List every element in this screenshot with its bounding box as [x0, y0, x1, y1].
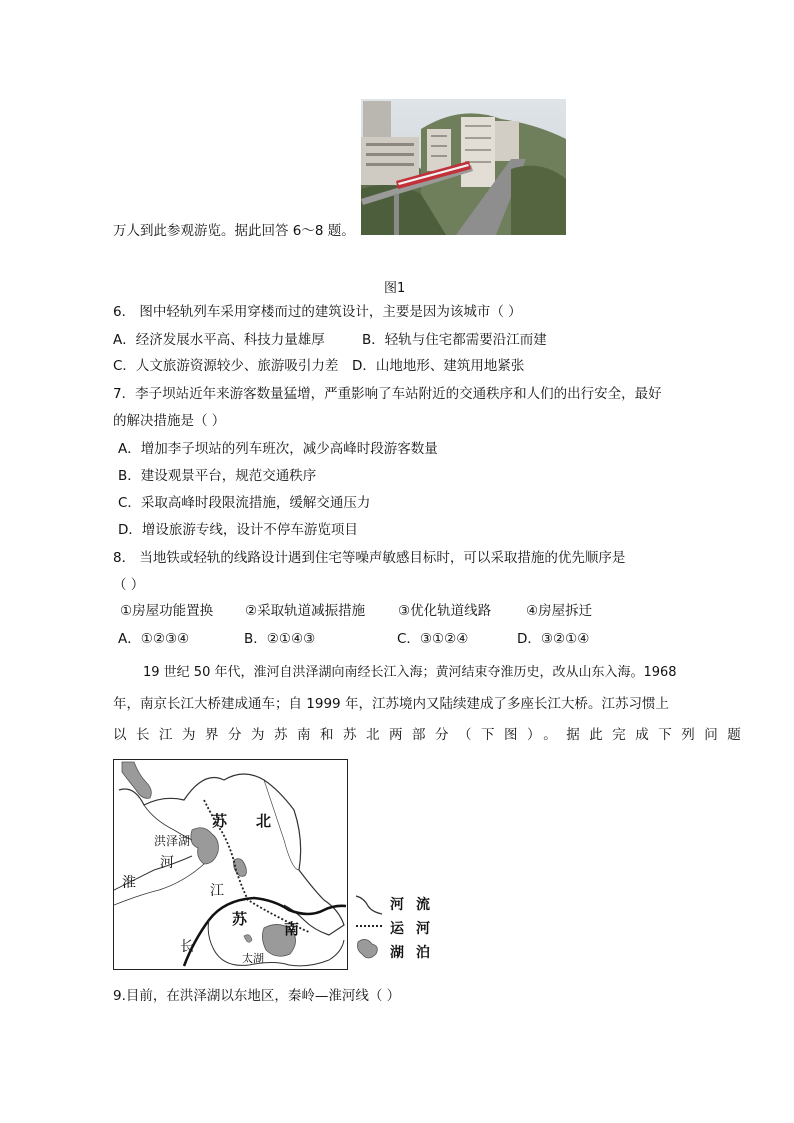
- passage-line1: 19 世纪 50 年代，淮河自洪泽湖向南经长江入海；黄河结束夺淮历史，改从山东入海。1968: [143, 665, 677, 680]
- river-legend-icon: [356, 896, 382, 914]
- q6-option-b: B．轻轨与住宅都需要沿江而建: [362, 332, 547, 348]
- q7-option-c: C．采取高峰时段限流措施，缓解交通压力: [118, 495, 371, 511]
- label-su-bei-1: 苏: [212, 812, 228, 830]
- q8-item-3: ③优化轨道线路: [398, 603, 492, 619]
- label-su-nan-1: 苏: [232, 910, 248, 928]
- label-su-bei-2: 北: [256, 812, 272, 830]
- q6-option-a: A．经济发展水平高、科技力量雄厚: [113, 332, 325, 348]
- legend-lake: 湖泊: [390, 945, 442, 961]
- q6-option-c: C．人文旅游资源较少、旅游吸引力差: [113, 358, 339, 374]
- lake-legend-icon: [358, 939, 378, 958]
- light-rail-photo: [361, 99, 566, 235]
- q8-item-2: ②采取轨道减振措施: [245, 603, 366, 619]
- label-taihu: 太湖: [242, 952, 264, 965]
- legend-canal: 运河: [390, 921, 442, 937]
- figure-caption: 图1: [384, 281, 406, 296]
- label-huai: 淮: [122, 875, 136, 891]
- label-su-nan-2: 南: [284, 920, 300, 938]
- q7-stem-line1: 7．李子坝站近年来游客数量猛增，严重影响了车站附近的交通秩序和人们的出行安全，最好: [113, 386, 662, 402]
- label-chang: 长: [180, 939, 194, 955]
- q8-option-d: D．③②①④: [517, 631, 590, 647]
- jiangsu-map: [113, 759, 348, 970]
- hongze-lake: [191, 828, 219, 864]
- q7-option-b: B．建设观景平台，规范交通秩序: [118, 468, 317, 484]
- q8-option-c: C．③①②④: [397, 631, 469, 647]
- q8-stem-line2: （ ）: [113, 577, 145, 593]
- label-jiang: 江: [210, 883, 224, 899]
- q7-option-d: D．增设旅游专线，设计不停车游览项目: [118, 522, 358, 538]
- label-he: 河: [160, 855, 174, 871]
- legend-river: 河流: [390, 897, 442, 913]
- q8-option-a: A．①②③④: [118, 631, 190, 647]
- q6-stem: 6． 图中轻轨列车采用穿楼而过的建筑设计，主要是因为该城市（ ）: [113, 304, 522, 320]
- label-hongze: 洪泽湖: [154, 834, 191, 848]
- passage-line2: 年，南京长江大桥建成通车；自 1999 年，江苏境内又陆续建成了多座长江大桥。江苏习惯上: [113, 696, 669, 712]
- q6-option-d: D．山地地形、建筑用地紧张: [352, 358, 525, 374]
- passage-line3: 以长江为界分为苏南和苏北两部分（下图）。据此完成下列问题: [113, 727, 751, 743]
- q8-stem-line1: 8． 当地铁或轻轨的线路设计遇到住宅等噪声敏感目标时，可以采取措施的优先顺序是: [113, 550, 626, 566]
- q9-stem: 9.目前，在洪泽湖以东地区，秦岭—淮河线（ ）: [113, 988, 401, 1004]
- q7-option-a: A．增加李子坝站的列车班次，减少高峰时段游客数量: [118, 441, 438, 457]
- q8-item-1: ①房屋功能置换: [120, 603, 214, 619]
- intro-tail: 万人到此参观游览。据此回答 6～8 题。: [113, 223, 355, 239]
- q8-item-4: ④房屋拆迁: [526, 603, 593, 619]
- q7-stem-line2: 的解决措施是（ ）: [113, 413, 226, 429]
- q8-option-b: B．②①④③: [244, 631, 316, 647]
